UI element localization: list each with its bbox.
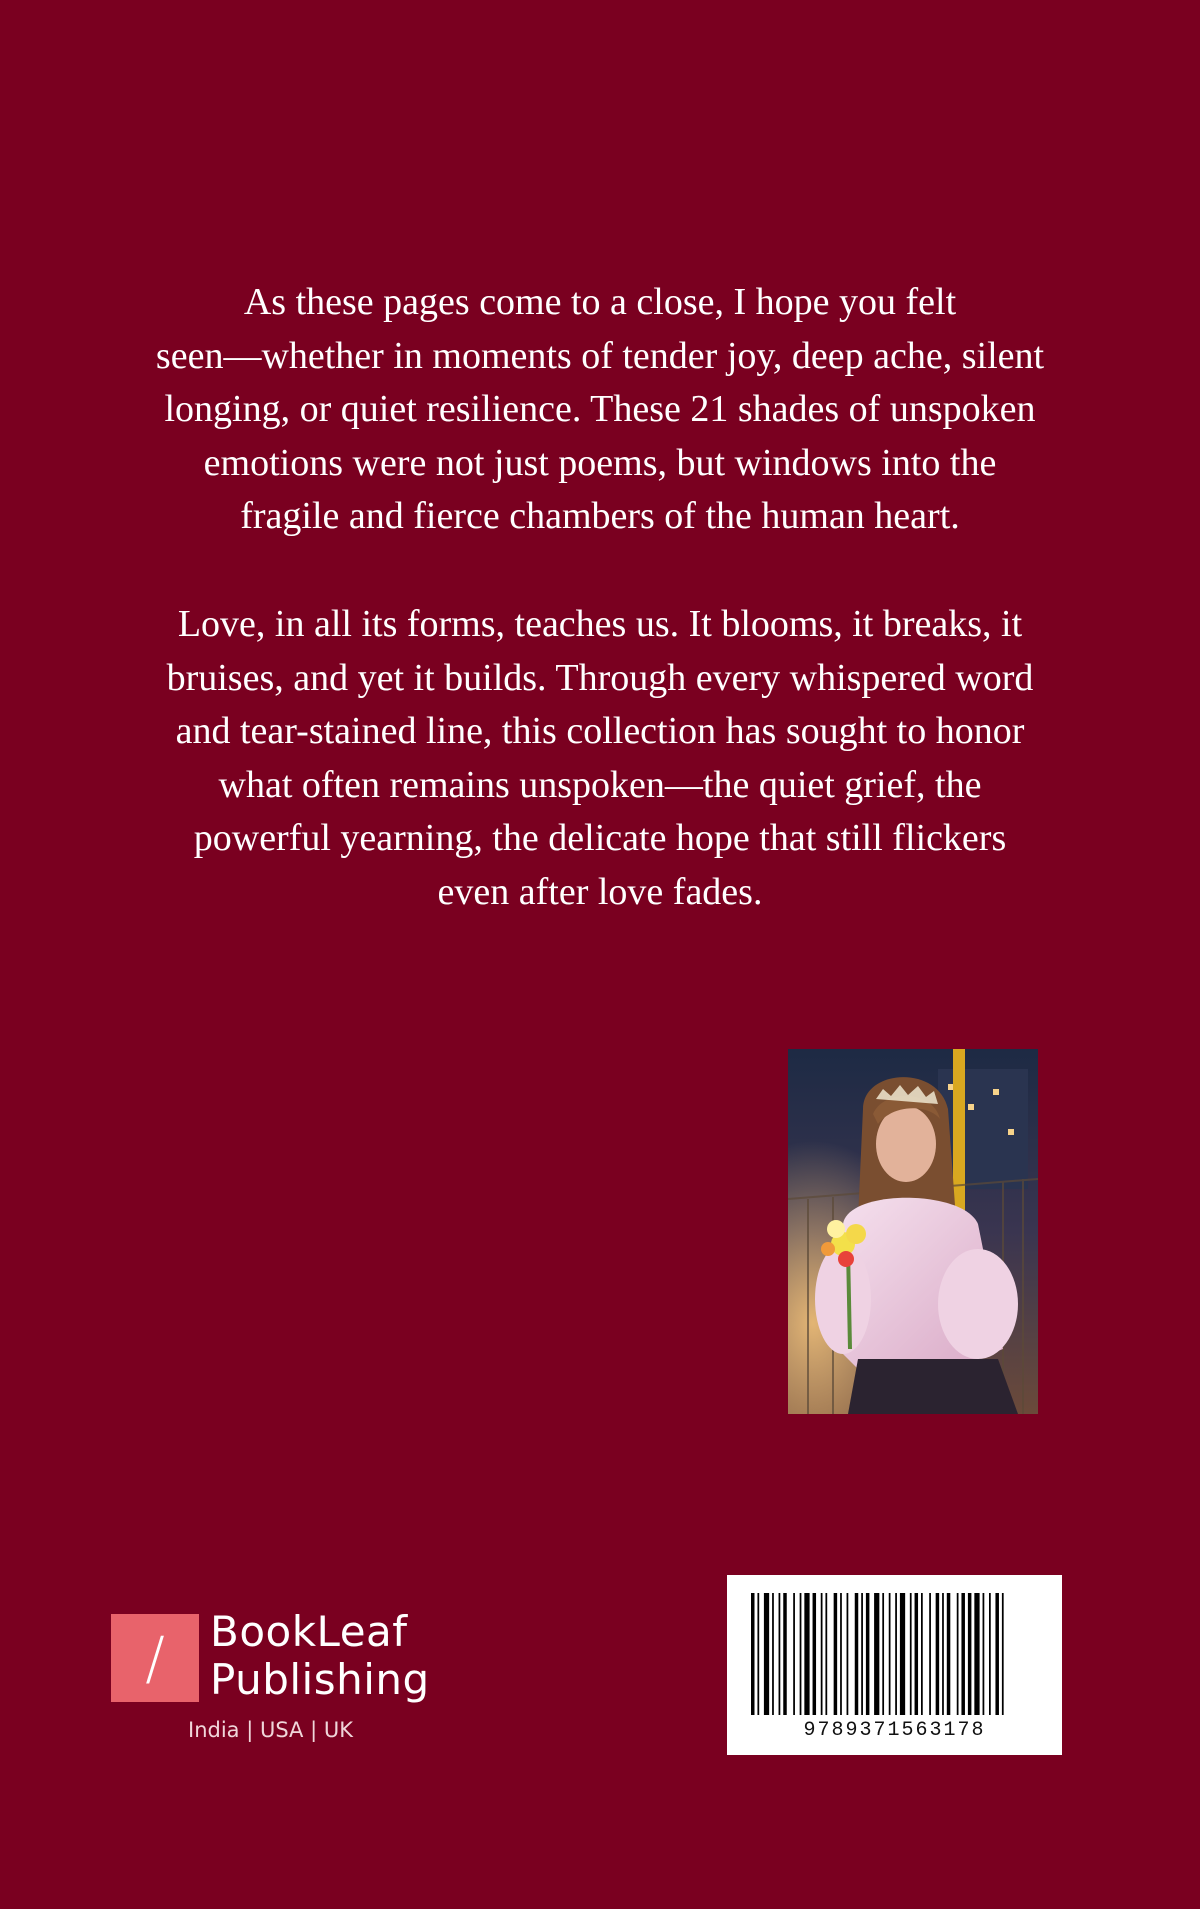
blurb-line: what often remains unspoken—the quiet grief, the (218, 763, 982, 806)
blurb-line: As these pages come to a close, I hope you felt (243, 281, 957, 323)
barcode-bar (895, 1593, 897, 1715)
barcode-bar (929, 1593, 931, 1715)
barcode-bar (882, 1593, 884, 1715)
publisher-name-line-2: Publishing (210, 1655, 430, 1704)
barcode-bar (961, 1593, 965, 1715)
blurb-line: seen—whether in moments of tender joy, deep ache, silent (155, 334, 1045, 377)
barcode-bar (783, 1593, 787, 1715)
barcode-bar (936, 1593, 940, 1715)
barcode-bar (921, 1593, 923, 1715)
barcode-bar (847, 1593, 849, 1715)
barcode-bar (751, 1593, 755, 1715)
publisher-regions: India | USA | UK (188, 1718, 353, 1742)
slash-icon: / (145, 1624, 165, 1692)
publisher-logo (111, 1607, 471, 1764)
barcode-bar (855, 1593, 859, 1715)
barcode-bar (772, 1593, 774, 1715)
barcode-bar (804, 1593, 809, 1715)
barcode-bar (889, 1593, 891, 1715)
blurb-line: and tear-stained line, this collection has sought to honor (175, 710, 1025, 752)
barcode-bar (764, 1593, 769, 1715)
barcode-bar (995, 1593, 999, 1715)
blurb-line: powerful yearning, the delicate hope that still flickers (193, 817, 1007, 859)
barcode-bars (749, 1593, 1040, 1715)
publisher-name (210, 1608, 430, 1704)
barcode-bar (968, 1593, 972, 1715)
barcode-bar (900, 1593, 905, 1715)
blurb-line: fragile and fierce chambers of the human heart. (240, 495, 960, 537)
isbn-barcode (727, 1575, 1062, 1755)
blurb-line: bruises, and yet it builds. Through every whispered word (166, 656, 1034, 699)
author-photo (788, 1049, 1038, 1414)
barcode-bar (874, 1593, 879, 1715)
isbn-number: 9789371563178 (803, 1719, 986, 1742)
publisher-mark (111, 1614, 199, 1702)
barcode-bar (821, 1593, 823, 1715)
barcode-bar (840, 1593, 842, 1715)
barcode-bar (866, 1593, 870, 1715)
barcode-bar (825, 1593, 827, 1715)
barcode-bar (793, 1593, 795, 1715)
barcode-bar (861, 1593, 863, 1715)
barcode-bar (910, 1593, 912, 1715)
barcode-bar (813, 1593, 817, 1715)
blurb-line: Love, in all its forms, teaches us. It blooms, it breaks, it (177, 603, 1023, 645)
blurb-line: even after love fades. (437, 870, 763, 913)
barcode-bar (989, 1593, 991, 1715)
barcode-bar (983, 1593, 985, 1715)
barcode-bar (834, 1593, 838, 1715)
barcode-bar (800, 1593, 802, 1715)
publisher-name-line-1: BookLeaf (210, 1607, 408, 1656)
blurb-paragraph-1 (110, 276, 1090, 544)
barcode-bar (1002, 1593, 1004, 1715)
blurb-line: longing, or quiet resilience. These 21 shades of unspoken (164, 388, 1036, 430)
barcode-bar (779, 1593, 781, 1715)
barcode-bar (915, 1593, 919, 1715)
barcode-bar (757, 1593, 759, 1715)
barcode-bar (957, 1593, 959, 1715)
barcode-bar (974, 1593, 979, 1715)
barcode-bar (942, 1593, 944, 1715)
blurb-line: emotions were not just poems, but windows into the (203, 441, 997, 484)
barcode-bar (947, 1593, 951, 1715)
blurb-paragraph-2 (110, 598, 1090, 919)
